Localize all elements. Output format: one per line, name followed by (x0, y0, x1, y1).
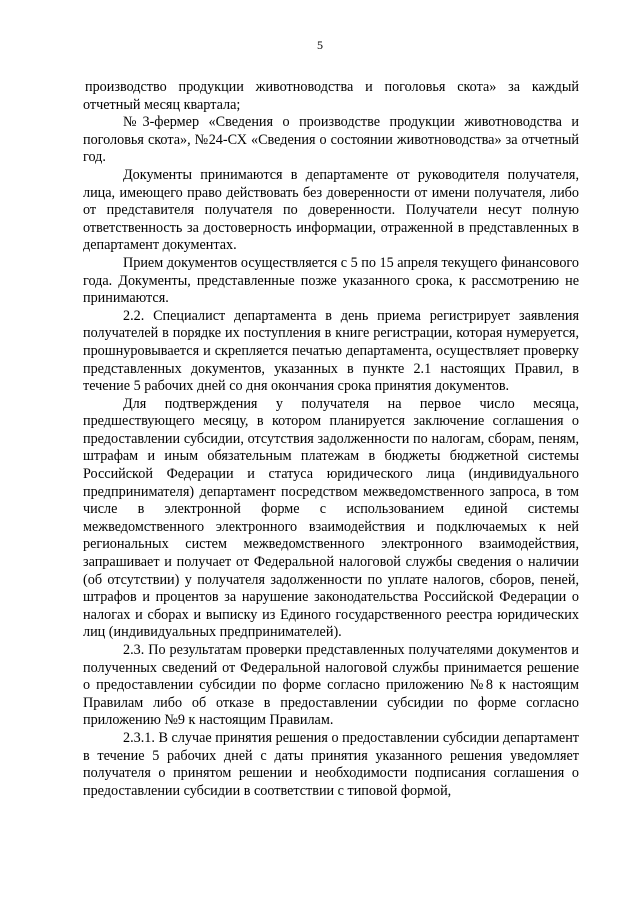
paragraph-confirmation-request: Для подтверждения у получателя на первое число месяца, предшествующего месяцу, в котором планируется заключение соглашения о предоставлении субсидии, отсутствия задолженности по налогам, сборам, пеням, штрафам и иным обязательным платежам в бюджеты бюджетной системы Российской Федерации и статуса юридического лица (индивидуального предпринимателя) департамент посредством межведомственного запроса, в том числе в электронной форме с использованием единой системы межведомственного электронного взаимодействия и подключаемых к ней региональных систем межведомственного электронного взаимодействия, запрашивает и получает от Федеральной налоговой службы сведения о наличии (об отсутствии) у получателя задолженности по уплате налогов, сборов, пеней, штрафов и процентов за нарушение законодательства Российской Федерации о налогах и сборах и выписку из Единого государственного реестра юридических лиц (индивидуальных предпринимателей). (83, 395, 579, 641)
paragraph-2-3-1: 2.3.1. В случае принятия решения о предоставлении субсидии департамент в течение 5 рабочих дней с даты принятия указанного решения уведомляет получателя о принятом решении и необходимости подписания соглашения о предоставлении субсидии в соответствии с типовой формой, (83, 729, 579, 799)
paragraph-documents-acceptance: Документы принимаются в департаменте от руководителя получателя, лица, имеющего право действовать без доверенности от имени получателя, либо от представителя получателя по доверенности. Получатели несут полную ответственность за достоверность информации, отраженной в представленных в департамент документах. (83, 166, 579, 254)
document-body (83, 79, 579, 800)
page-number: 5 (317, 38, 323, 52)
paragraph-2-3: 2.3. По результатам проверки представленных получателями документов и полученных сведений от Федеральной налоговой службы принимается решение о предоставлении субсидии по форме согласно приложению №8 к настоящим Правилам либо об отказе в предоставлении субсидии по форме согласно приложению №9 к настоящим Правилам. (83, 642, 579, 729)
paragraph-2-2: 2.2. Специалист департамента в день приема регистрирует заявления получателей в порядке их поступления в книге регистрации, которая нумеруется, прошнуровывается и скрепляется печатью департамента, осуществляет проверку представленных документов, указанных в пункте 2.1 настоящих Правил, в течение 5 рабочих дней со дня окончания срока принятия документов. (83, 307, 579, 395)
paragraph-reception-period: Прием документов осуществляется с 5 по 15 апреля текущего финансового года. Документы, представленные позже указанного срока, к рассмотрению не принимаются. (83, 254, 579, 307)
paragraph-form-3-farmer: №3-фермер «Сведения о производстве продукции животноводства и поголовья скота», №24-СХ «Сведения о состоянии животноводства» за отчетный год. (83, 114, 579, 166)
paragraph-continuation: производство продукции животноводства и поголовья скота» за каждый отчетный месяц квартала; (83, 79, 579, 113)
